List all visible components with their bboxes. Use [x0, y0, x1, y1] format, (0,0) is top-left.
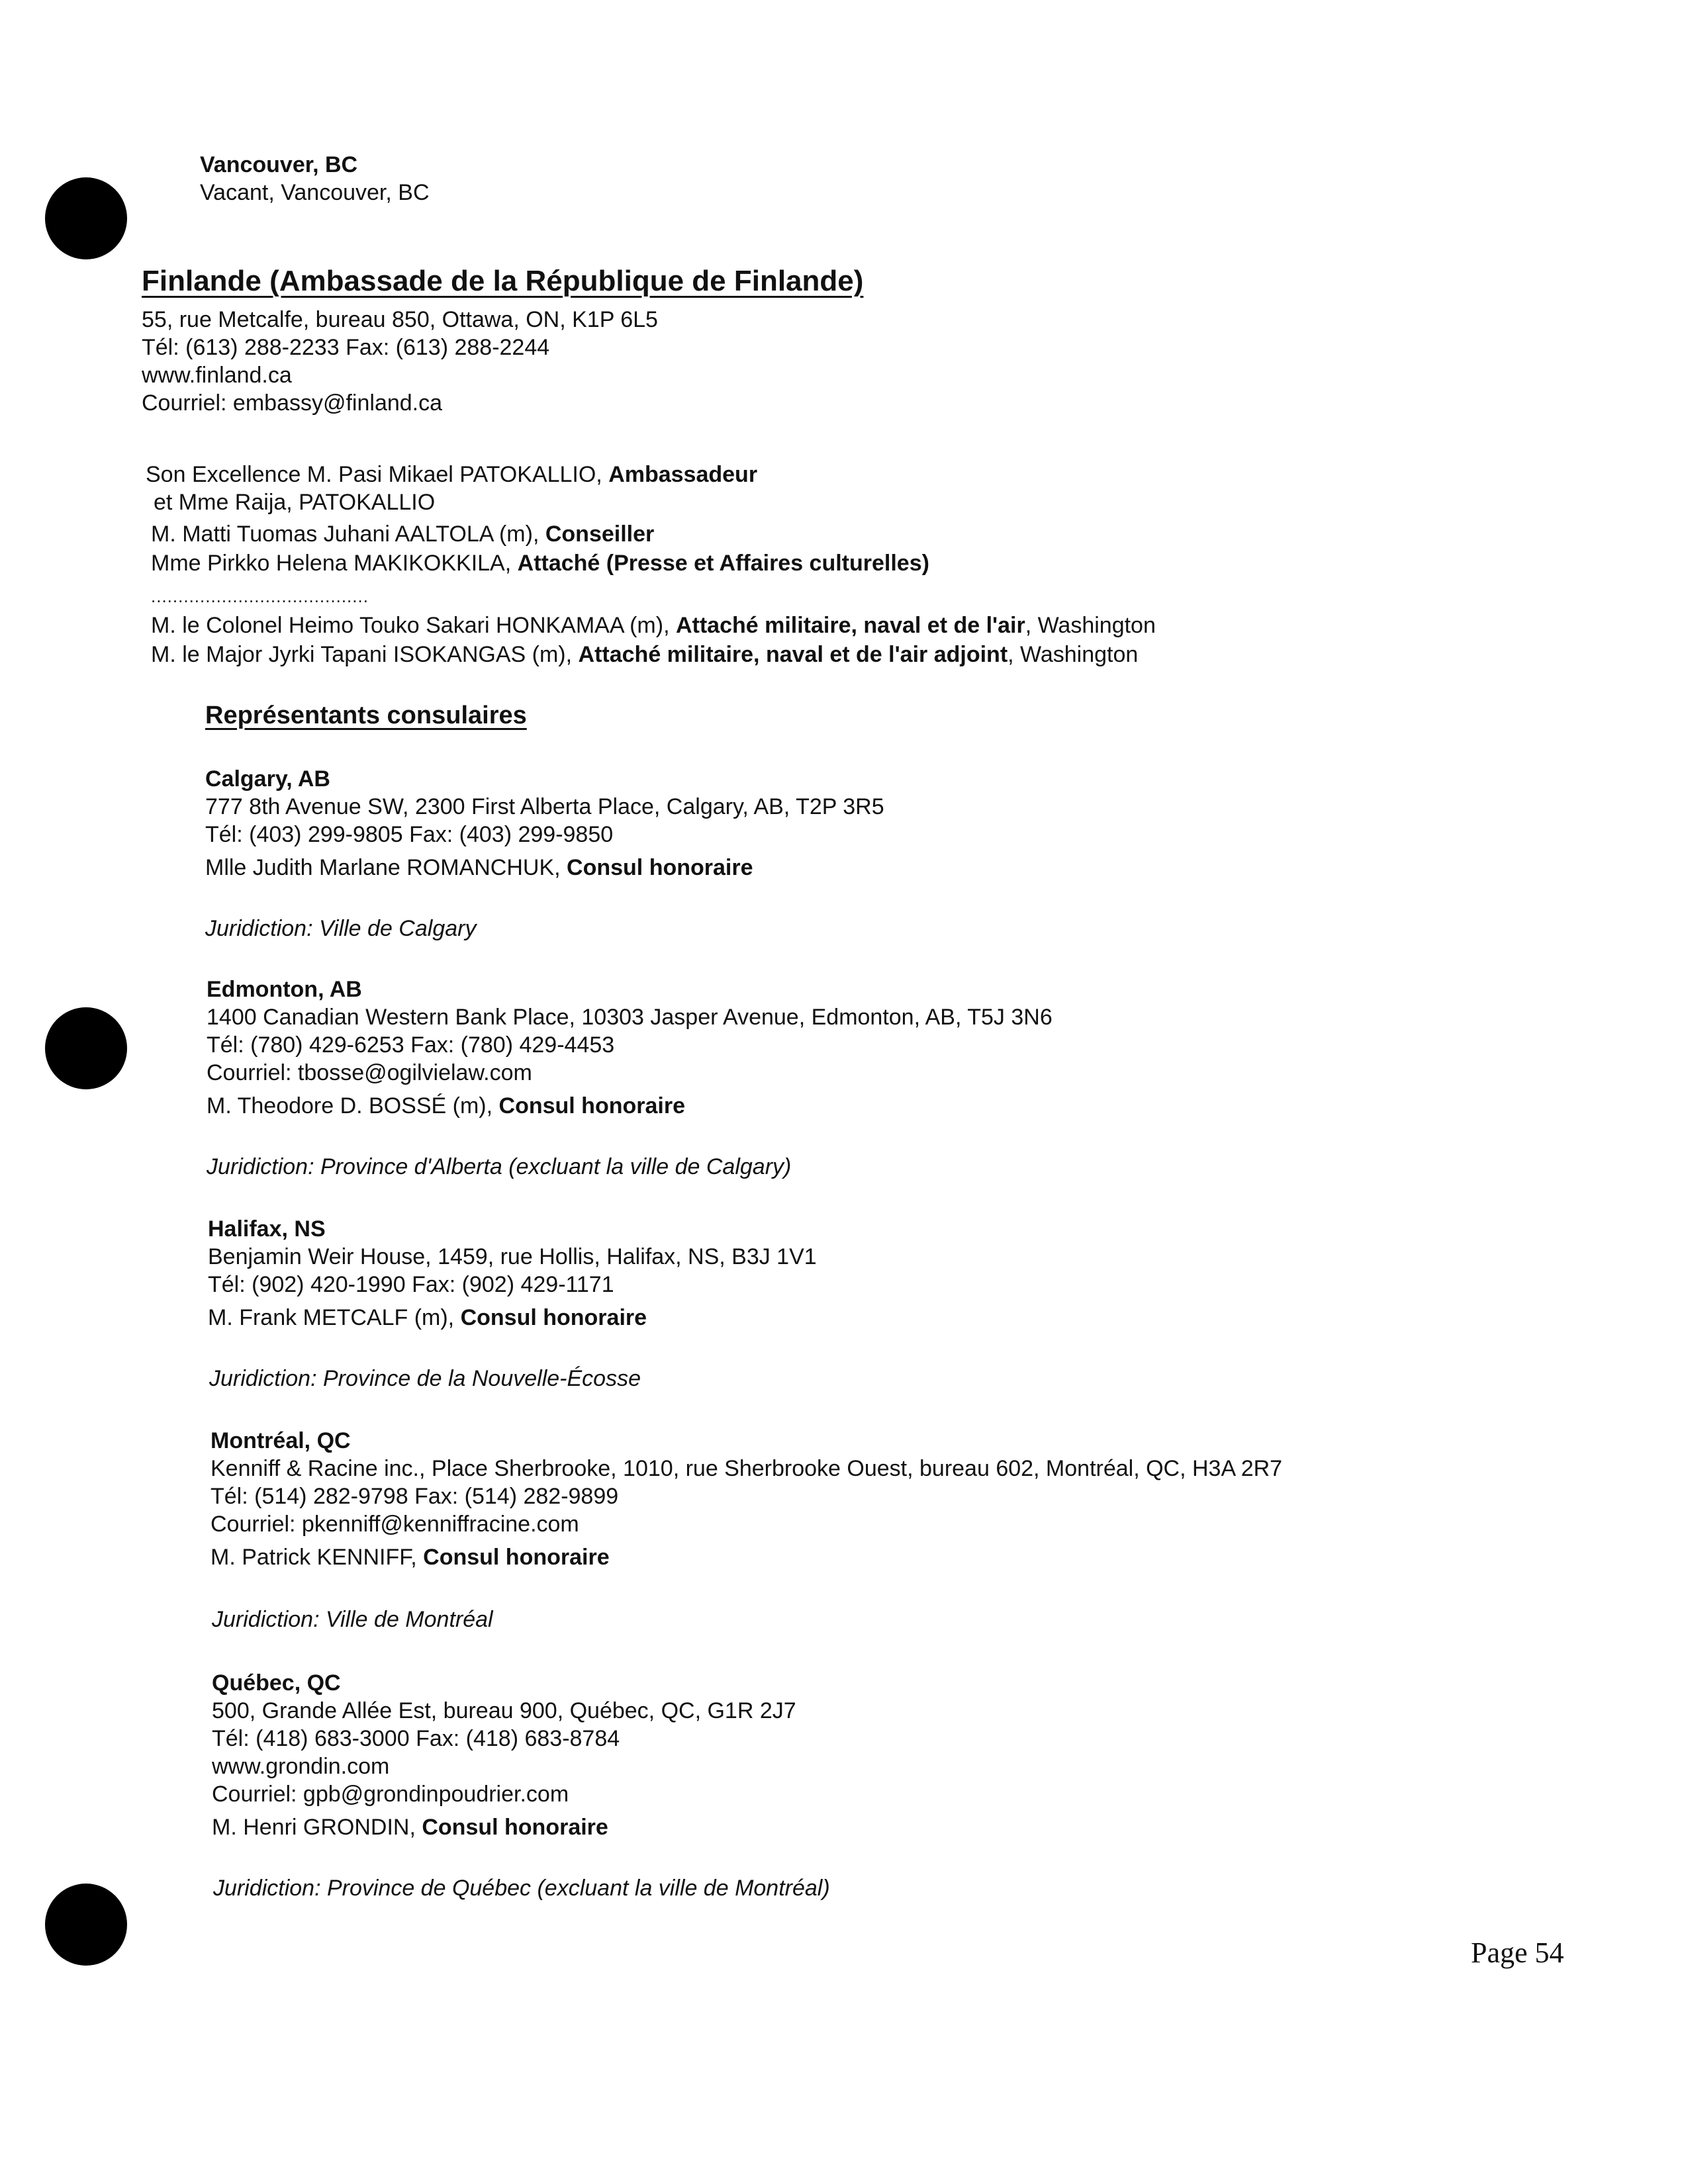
consulate-edmonton: Edmonton, AB 1400 Canadian Western Bank Place, 10303 Jasper Avenue, Edmonton, AB, T5J 3N6 Tél: (780) 429-6253 Fax: (780) 429-4453 Courriel: tbosse@ogilvielaw.com M. Theodore D. BOSSÉ (m), Consul honoraire — [207, 977, 1053, 1118]
consulate-halifax: Halifax, NS Benjamin Weir House, 1459, rue Hollis, Halifax, NS, B3J 1V1 Tél: (902) 420-1990 Fax: (902) 429-1171 M. Frank METCALF (m), Consul honoraire — [208, 1216, 817, 1330]
staff-separator: ........................................ — [151, 586, 369, 606]
page-number: Page 54 — [1471, 1936, 1564, 1969]
staff-row: M. le Major Jyrki Tapani ISOKANGAS (m), Attaché militaire, naval et de l'air adjoint, Washington — [151, 642, 1139, 667]
staff-row: M. le Colonel Heimo Touko Sakari HONKAMAA (m), Attaché militaire, naval et de l'air, Washington — [151, 613, 1156, 638]
jurisdiction-edmonton: Juridiction: Province d'Alberta (excluant la ville de Calgary) — [207, 1154, 792, 1179]
consulate-quebec: Québec, QC 500, Grande Allée Est, bureau 900, Québec, QC, G1R 2J7 Tél: (418) 683-3000 Fax: (418) 683-8784 www.grondin.com Courriel: gpb@grondinpoudrier.com M. Henri GRONDIN, Consul honoraire — [212, 1670, 796, 1840]
embassy-web: www.finland.ca — [142, 363, 292, 388]
jurisdiction-montreal: Juridiction: Ville de Montréal — [212, 1607, 493, 1632]
punch-hole-bottom — [45, 1884, 127, 1966]
vancouver-line: Vacant, Vancouver, BC — [200, 180, 430, 205]
consulate-montreal: Montréal, QC Kenniff & Racine inc., Place Sherbrooke, 1010, rue Sherbrooke Ouest, bureau 602, Montréal, QC, H3A 2R7 Tél: (514) 282-9798 Fax: (514) 282-9899 Courriel: pkenniff@kenniffracine.com M. Patrick KENNIFF, Consul honoraire — [211, 1428, 1283, 1570]
jurisdiction-quebec: Juridiction: Province de Québec (excluant la ville de Montréal) — [213, 1876, 830, 1901]
embassy-title: Finlande (Ambassade de la République de Finlande) — [142, 265, 864, 297]
consular-heading: Représentants consulaires — [205, 702, 527, 729]
embassy-phone: Tél: (613) 288-2233 Fax: (613) 288-2244 — [142, 335, 550, 360]
consulate-calgary: Calgary, AB 777 8th Avenue SW, 2300 First Alberta Place, Calgary, AB, T2P 3R5 Tél: (403) 299-9805 Fax: (403) 299-9850 Mlle Judith Marlane ROMANCHUK, Consul honoraire — [205, 766, 884, 880]
staff-row: Son Excellence M. Pasi Mikael PATOKALLIO, Ambassadeur — [146, 462, 758, 487]
jurisdiction-calgary: Juridiction: Ville de Calgary — [205, 916, 477, 941]
embassy-email: Courriel: embassy@finland.ca — [142, 390, 443, 416]
embassy-address: 55, rue Metcalfe, bureau 850, Ottawa, ON, K1P 6L5 — [142, 307, 658, 332]
embassy-contact — [142, 306, 658, 417]
punch-hole-top — [45, 177, 127, 259]
vancouver-block — [200, 151, 430, 206]
punch-hole-middle — [45, 1007, 127, 1089]
jurisdiction-halifax: Juridiction: Province de la Nouvelle-Écosse — [209, 1366, 641, 1391]
staff-row: M. Matti Tuomas Juhani AALTOLA (m), Conseiller — [151, 522, 655, 547]
staff-row: Mme Pirkko Helena MAKIKOKKILA, Attaché (Presse et Affaires culturelles) — [151, 551, 929, 576]
vancouver-city: Vancouver, BC — [200, 152, 358, 177]
staff-row: et Mme Raija, PATOKALLIO — [154, 490, 436, 515]
